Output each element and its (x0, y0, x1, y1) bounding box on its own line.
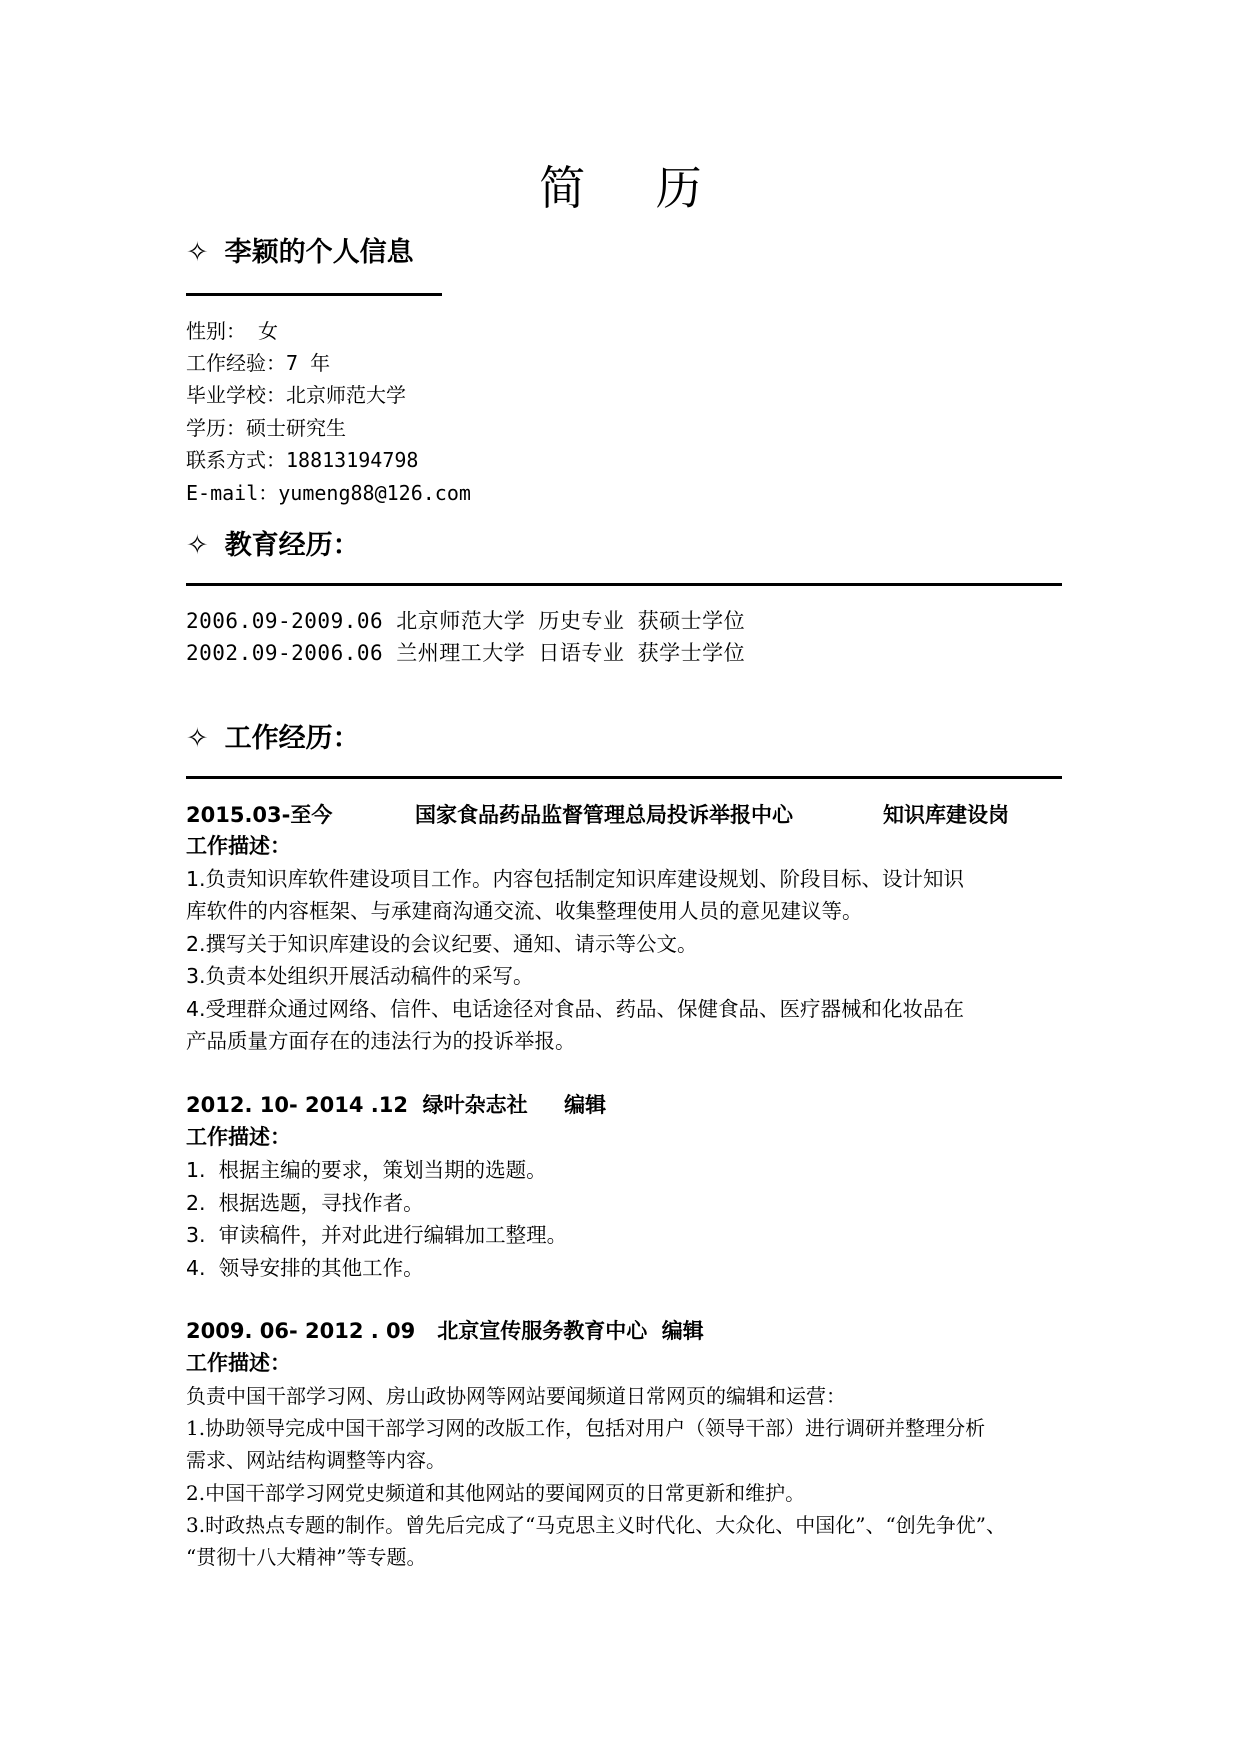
section-heading-work (186, 716, 360, 755)
job-role: 知识库建设岗 (883, 803, 1009, 827)
job-organization: 国家食品药品监督管理总局投诉举报中心 (415, 803, 793, 827)
job-desc-line: 2. 根据选题，寻找作者。 (186, 1191, 424, 1215)
section-heading-personal (186, 230, 414, 269)
page-title: 简 历 (539, 161, 730, 215)
section-heading-education (186, 523, 360, 562)
job-desc-line: 2.中国干部学习网党史频道和其他网站的要闻网页的日常更新和维护。 (186, 1481, 806, 1505)
section-heading-text: 工作经历： (224, 723, 360, 754)
section-heading-text: 李颖的个人信息 (224, 237, 414, 268)
job-header: 2009. 06- 2012 . 09 北京宣传服务教育中心 编辑 (186, 1319, 704, 1343)
job-desc-line: 需求、网站结构调整等内容。 (186, 1448, 446, 1472)
job-desc-line: 3.时政热点专题的制作。曾先后完成了“马克思主义时代化、大众化、中国化”、“创先争优”、 (186, 1513, 1006, 1537)
job-desc-line: 4.受理群众通过网络、信件、电话途径对食品、药品、保健食品、医疗器械和化妆品在 (186, 997, 965, 1021)
info-degree: 学历：硕士研究生 (186, 416, 346, 440)
info-email: E-mail：yumeng88@126.com (186, 481, 471, 505)
job-desc-line: 3.负责本处组织开展活动稿件的采写。 (186, 964, 534, 988)
job-desc-label: 工作描述： (186, 834, 291, 858)
sparkle-icon: ✧ (186, 237, 209, 268)
job-desc-label: 工作描述： (186, 1125, 291, 1149)
job-header: 2012. 10- 2014 .12 绿叶杂志社 编辑 (186, 1093, 607, 1117)
job-desc-line: 1.负责知识库软件建设项目工作。内容包括制定知识库建设规划、阶段目标、设计知识 (186, 867, 965, 891)
job-period: 2015.03-至今 (186, 803, 333, 827)
job-desc-line: 3. 审读稿件，并对此进行编辑加工整理。 (186, 1223, 568, 1247)
job-desc-line: 2.撰写关于知识库建设的会议纪要、通知、请示等公文。 (186, 932, 698, 956)
education-row: 2006.09-2009.06 北京师范大学 历史专业 获硕士学位 (186, 609, 746, 633)
sparkle-icon: ✧ (186, 530, 209, 561)
job-desc-line: 1.协助领导完成中国干部学习网的改版工作，包括对用户（领导干部）进行调研并整理分析 (186, 1416, 986, 1440)
job-desc-line: “贯彻十八大精神”等专题。 (186, 1545, 427, 1569)
job-desc-line: 1. 根据主编的要求，策划当期的选题。 (186, 1158, 547, 1182)
info-phone: 联系方式：18813194798 (186, 448, 419, 472)
job-desc-line: 产品质量方面存在的违法行为的投诉举报。 (186, 1029, 576, 1053)
sparkle-icon: ✧ (186, 723, 209, 754)
job-desc-line: 4. 领导安排的其他工作。 (186, 1256, 424, 1280)
section-divider (186, 293, 442, 296)
section-divider (186, 776, 1062, 779)
job-desc-label: 工作描述： (186, 1351, 291, 1375)
job-desc-line: 库软件的内容框架、与承建商沟通交流、收集整理使用人员的意见建议等。 (186, 899, 863, 923)
education-row: 2002.09-2006.06 兰州理工大学 日语专业 获学士学位 (186, 641, 746, 665)
section-divider (186, 583, 1062, 586)
job-desc-line: 负责中国干部学习网、房山政协网等网站要闻频道日常网页的编辑和运营： (186, 1384, 846, 1408)
info-gender: 性别： 女 (186, 319, 279, 343)
info-school: 毕业学校：北京师范大学 (186, 383, 406, 407)
section-heading-text: 教育经历： (224, 530, 360, 561)
info-experience: 工作经验：7 年 (186, 351, 331, 375)
